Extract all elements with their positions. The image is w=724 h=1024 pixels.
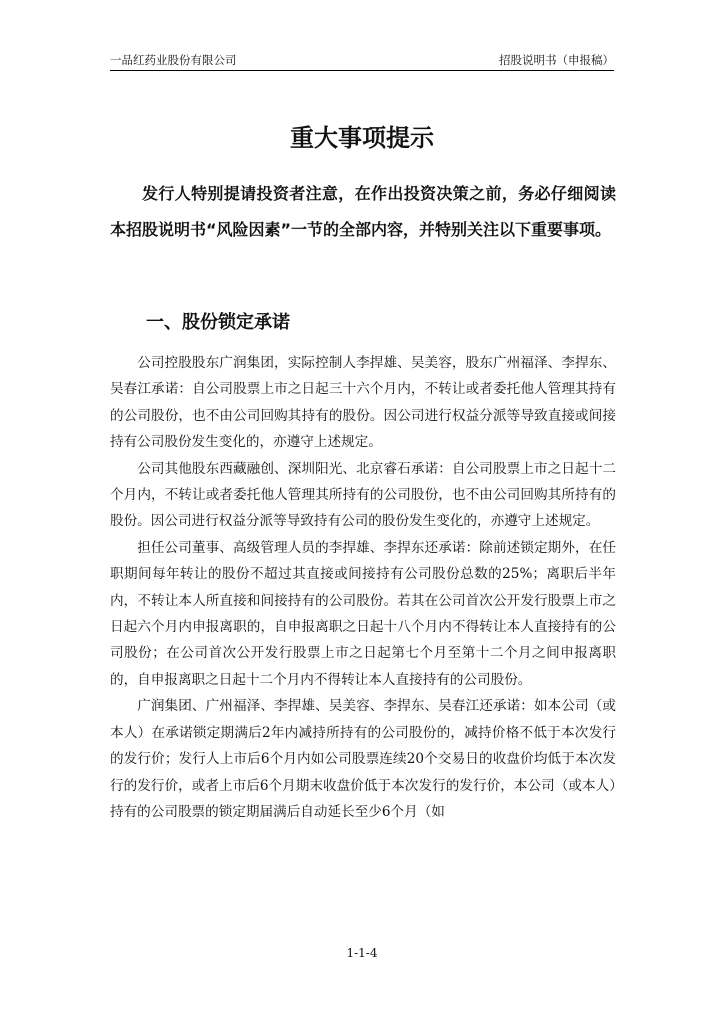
- page-number: 1-1-4: [346, 946, 378, 960]
- header-document-type: 招股说明书（申报稿）: [499, 53, 614, 67]
- intro-paragraph: 发行人特别提请投资者注意，在作出投资决策之前，务必仔细阅读本招股说明书“风险因素”一节的全部内容，并特别关注以下重要事项。: [110, 184, 616, 239]
- body-paragraph: 广润集团、广州福泽、李捍雄、吴美容、李捍东、吴春江还承诺：如本公司（或本人）在承诺锁定期满后2年内减持所持有的公司股份的，减持价格不低于本次发行的发行价；发行人上市后6个月内如公司股票连续20个交易日的收盘价均低于本次发行的发行价，或者上市后6个月期末收盘价低于本次发行的发行价，本公司（或本人）持有的公司股票的锁定期届满后自动延长至少6个月（如: [110, 698, 616, 820]
- section-body: [110, 350, 616, 825]
- page-title: 重大事项提示: [290, 124, 434, 152]
- body-paragraph: 公司其他股东西藏融创、深圳阳光、北京睿石承诺：自公司股票上市之日起十二个月内，不转让或者委托他人管理其所持有的公司股份，也不由公司回购其所持有的股份。因公司进行权益分派等导致持有公司的股份发生变化的，亦遵守上述规定。: [110, 460, 616, 530]
- section-heading: 一、股份锁定承诺: [146, 312, 290, 333]
- body-paragraph: 公司控股股东广润集团，实际控制人李捍雄、吴美容，股东广州福泽、李捍东、吴春江承诺：自公司股票上市之日起三十六个月内，不转让或者委托他人管理其持有的公司股份，也不由公司回购其持有的股份。因公司进行权益分派等导致直接或间接持有公司股份发生变化的，亦遵守上述规定。: [110, 355, 616, 451]
- page-header: [110, 48, 614, 71]
- body-paragraph: 担任公司董事、高级管理人员的李捍雄、李捍东还承诺：除前述锁定期外，在任职期间每年转让的股份不超过其直接或间接持有公司股份总数的25%；离职后半年内，不转让本人所直接和间接持有的公司股份。若其在公司首次公开发行股票上市之日起六个月内申报离职的，自申报离职之日起十八个月内不得转让本人直接持有的公司股份；在公司首次公开发行股票上市之日起第七个月至第十二个月之间申报离职的，自申报离职之日起十二个月内不得转让本人直接持有的公司股份。: [110, 539, 616, 688]
- header-company-name: 一品红药业股份有限公司: [110, 53, 237, 67]
